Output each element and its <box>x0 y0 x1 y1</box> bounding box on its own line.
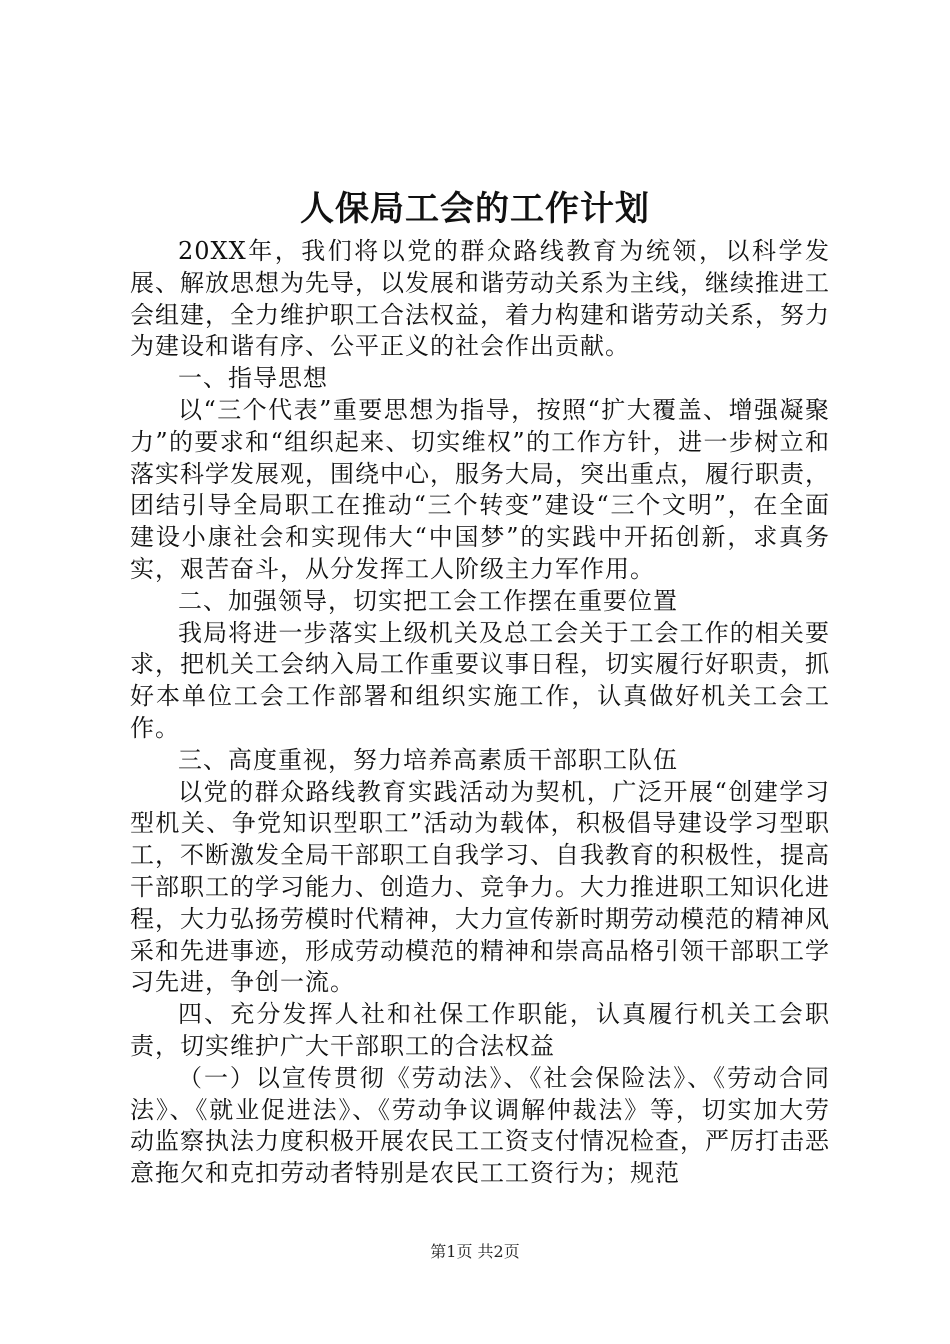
paragraph-intro: 20XX年，我们将以党的群众路线教育为统领，以科学发展、解放思想为先导，以发展和谐劳动关系为主线，继续推进工会组建，全力维护职工合法权益，着力构建和谐劳动关系，努力为建设和谐有序、公平正义的社会作出贡献。 <box>130 237 830 361</box>
section-heading-1: 一、指导思想 <box>178 364 328 393</box>
paragraph-guiding-thought: 以“三个代表”重要思想为指导，按照“扩大覆盖、增强凝聚力”的要求和“组织起来、切实维权”的工作方针，进一步树立和落实科学发展观，围绕中心，服务大局，突出重点，履行职责，团结引导全局职工在推动“三个转变”建设“三个文明”，在全面建设小康社会和实现伟大“中国梦”的实践中开拓创新，求真务实，艰苦奋斗，从分发挥工人阶级主力军作用。 <box>130 395 830 583</box>
paragraph-leadership: 我局将进一步落实上级机关及总工会关于工会工作的相关要求，把机关工会纳入局工作重要议事日程，切实履行好职责，抓好本单位工会工作部署和组织实施工作，认真做好机关工会工作。 <box>130 618 830 742</box>
section-heading-2: 二、加强领导，切实把工会工作摆在重要位置 <box>178 586 678 615</box>
document-title: 人保局工会的工作计划 <box>300 189 650 229</box>
section-heading-4: 四、充分发挥人社和社保工作职能，认真履行机关工会职责，切实维护广大干部职工的合法权益 <box>130 1000 830 1060</box>
section-heading-3: 三、高度重视，努力培养高素质干部职工队伍 <box>178 745 678 774</box>
document-body <box>130 236 830 1190</box>
paragraph-cadre-training: 以党的群众路线教育实践活动为契机，广泛开展“创建学习型机关、争党知识型职工”活动为载体，积极倡导建设学习型职工，不断激发全局干部职工自我学习、自我教育的积极性，提高干部职工的学习能力、创造力、竞争力。大力推进职工知识化进程，大力弘扬劳模时代精神，大力宣传新时期劳动模范的精神风采和先进事迹，形成劳动模范的精神和崇高品格引领干部职工学习先进，争创一流。 <box>130 777 830 997</box>
page-number-footer: 第1页 共2页 <box>430 1242 520 1261</box>
paragraph-subsection-1: （一）以宣传贯彻《劳动法》、《社会保险法》、《劳动合同法》、《就业促进法》、《劳动争议调解仲裁法》等，切实加大劳动监察执法力度积极开展农民工工资支付情况检查，严厉打击恶意拖欠和克扣劳动者特别是农民工工资行为；规范 <box>130 1063 830 1188</box>
